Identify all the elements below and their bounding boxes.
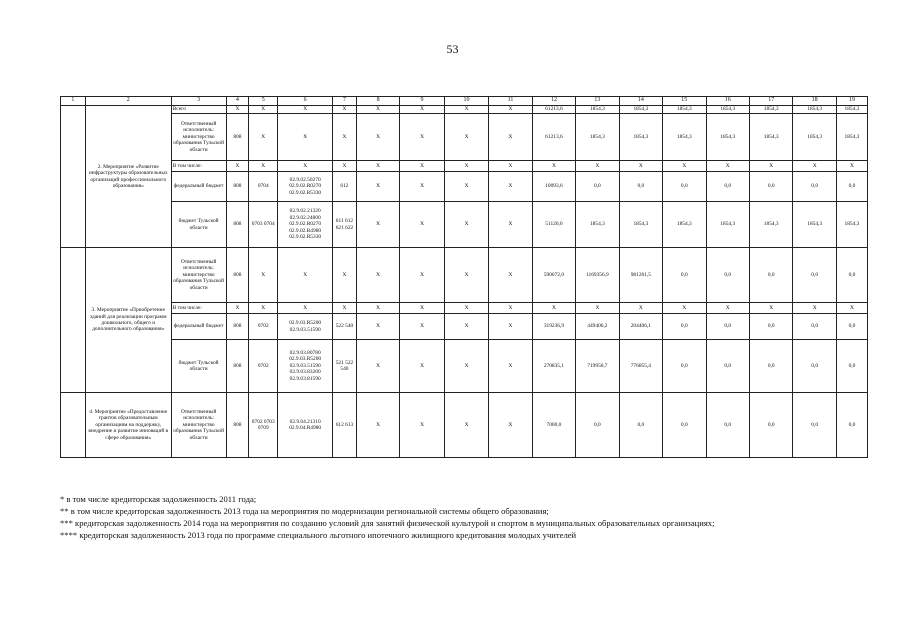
cell-col-8: X bbox=[356, 340, 399, 393]
footnotes bbox=[60, 493, 900, 541]
cell-col-4: 808 bbox=[226, 172, 249, 202]
cell-col-11: X bbox=[489, 314, 532, 340]
cell-col-7: 522 540 bbox=[333, 314, 357, 340]
cell-col-6: 02.9.04.21310 02.9.04.R4980 bbox=[278, 393, 333, 458]
cell-col-11: X bbox=[489, 393, 532, 458]
cell-col-19: X bbox=[836, 303, 867, 314]
cell-col-4: X bbox=[226, 303, 249, 314]
header-cell: 15 bbox=[663, 97, 706, 106]
cell-col-13: 0,0 bbox=[576, 393, 619, 458]
cell-col-5: X bbox=[249, 106, 278, 114]
cell-col-16: 1854,3 bbox=[706, 114, 749, 161]
cell-col-17: 0,0 bbox=[749, 340, 792, 393]
page-number: 53 bbox=[446, 42, 459, 56]
cell-col-7: 612 613 bbox=[333, 393, 357, 458]
cell-col-16: X bbox=[706, 161, 749, 172]
cell-col-6: 02.9.02.50270 02.9.02.R0270 02.9.02.R5330 bbox=[278, 172, 333, 202]
cell-col-12: 61213,6 bbox=[532, 106, 575, 114]
cell-col-17: X bbox=[749, 303, 792, 314]
cell-col-13: 1854,3 bbox=[576, 114, 619, 161]
footnote: ** в том числе кредиторская задолженность 2013 года на мероприятия по модернизации региональной системы общего образования; bbox=[60, 506, 549, 516]
cell-col-12: 61213,6 bbox=[532, 114, 575, 161]
cell-col-17: 0,0 bbox=[749, 393, 792, 458]
header-cell: 13 bbox=[576, 97, 619, 106]
header-cell: 6 bbox=[278, 97, 333, 106]
cell-col-19: 1854,3 bbox=[836, 202, 867, 248]
table-row bbox=[61, 161, 868, 172]
cell-col-14: 1854,3 bbox=[619, 114, 662, 161]
measure-title: 2. Мероприятие «Развитие инфраструктуры образовательных организаций профессионального образования» bbox=[85, 106, 171, 248]
cell-col-6: X bbox=[278, 161, 333, 172]
header-cell: 18 bbox=[793, 97, 836, 106]
row-number-cell bbox=[61, 248, 86, 393]
cell-col-19: 0,0 bbox=[836, 248, 867, 303]
cell-col-18: X bbox=[793, 161, 836, 172]
cell-col-15: 1854,3 bbox=[663, 202, 706, 248]
cell-col-12: 319236,9 bbox=[532, 314, 575, 340]
cell-col-14: 1854,3 bbox=[619, 106, 662, 114]
cell-col-11: X bbox=[489, 114, 532, 161]
header-cell: 19 bbox=[836, 97, 867, 106]
header-cell: 1 bbox=[61, 97, 86, 106]
cell-col-19: 0,0 bbox=[836, 340, 867, 393]
header-cell: 16 bbox=[706, 97, 749, 106]
cell-col-10: X bbox=[444, 106, 488, 114]
table-row bbox=[61, 248, 868, 303]
table-row bbox=[61, 114, 868, 161]
table-row bbox=[61, 202, 868, 248]
cell-col-10: X bbox=[444, 340, 488, 393]
cell-col-7: X bbox=[333, 106, 357, 114]
cell-col-4: 808 bbox=[226, 202, 249, 248]
cell-col-10: X bbox=[444, 314, 488, 340]
cell-col-10: X bbox=[444, 202, 488, 248]
cell-col-3: Ответственный исполнитель: министерство образования Тульской области bbox=[171, 248, 226, 303]
table-row bbox=[61, 172, 868, 202]
footnote: * в том числе кредиторская задолженность 2011 года; bbox=[60, 494, 257, 504]
cell-col-12: 10093,6 bbox=[532, 172, 575, 202]
cell-col-14: X bbox=[619, 161, 662, 172]
header-cell: 5 bbox=[249, 97, 278, 106]
header-cell: 7 bbox=[333, 97, 357, 106]
cell-col-5: 0702 0703 0709 bbox=[249, 393, 278, 458]
cell-col-12: 590072,0 bbox=[532, 248, 575, 303]
cell-col-7: X bbox=[333, 114, 357, 161]
cell-col-16: 0,0 bbox=[706, 248, 749, 303]
cell-col-9: X bbox=[400, 248, 444, 303]
cell-col-13: 1169356,9 bbox=[576, 248, 619, 303]
cell-col-16: 1854,3 bbox=[706, 202, 749, 248]
header-cell: 14 bbox=[619, 97, 662, 106]
cell-col-17: 1854,3 bbox=[749, 114, 792, 161]
cell-col-10: X bbox=[444, 303, 488, 314]
cell-col-18: 0,0 bbox=[793, 248, 836, 303]
footnote: *** кредиторская задолженность 2014 года на мероприятия по созданию условий для занятий физической культурой и спортом в муниципальных образовательных организациях; bbox=[60, 518, 715, 528]
row-number-cell bbox=[61, 393, 86, 458]
cell-col-14: 1854,3 bbox=[619, 202, 662, 248]
cell-col-3: бюджет Тульской области bbox=[171, 202, 226, 248]
cell-col-6: X bbox=[278, 114, 333, 161]
cell-col-10: X bbox=[444, 161, 488, 172]
cell-col-13: 1854,3 bbox=[576, 106, 619, 114]
cell-col-17: X bbox=[749, 161, 792, 172]
cell-col-12: 7000,0 bbox=[532, 393, 575, 458]
cell-col-15: 1854,3 bbox=[663, 114, 706, 161]
header-cell: 11 bbox=[489, 97, 532, 106]
cell-col-11: X bbox=[489, 303, 532, 314]
cell-col-3: В том числе: bbox=[171, 161, 226, 172]
cell-col-10: X bbox=[444, 393, 488, 458]
header-cell: 9 bbox=[400, 97, 444, 106]
cell-col-5: 0703 0704 bbox=[249, 202, 278, 248]
cell-col-14: 0,0 bbox=[619, 393, 662, 458]
cell-col-18: 0,0 bbox=[793, 340, 836, 393]
cell-col-15: 1854,3 bbox=[663, 106, 706, 114]
cell-col-19: 0,0 bbox=[836, 314, 867, 340]
cell-col-14: 776855,4 bbox=[619, 340, 662, 393]
cell-col-10: X bbox=[444, 172, 488, 202]
cell-col-11: X bbox=[489, 106, 532, 114]
measure-title: 4. Мероприятие «Предоставление грантов образовательным организациям на поддержку, внедрение и развитие инноваций в сфере образования» bbox=[85, 393, 171, 458]
cell-col-19: 1854,3 bbox=[836, 114, 867, 161]
cell-col-8: X bbox=[356, 393, 399, 458]
cell-col-9: X bbox=[400, 114, 444, 161]
cell-col-8: X bbox=[356, 248, 399, 303]
footnote: **** кредиторская задолженность 2013 года по программе специального льготного ипотечного жилищного кредитования молодых учителей bbox=[60, 530, 577, 540]
cell-col-15: X bbox=[663, 303, 706, 314]
cell-col-10: X bbox=[444, 248, 488, 303]
cell-col-9: X bbox=[400, 340, 444, 393]
cell-col-8: X bbox=[356, 114, 399, 161]
cell-col-8: X bbox=[356, 172, 399, 202]
cell-col-7: X bbox=[333, 303, 357, 314]
cell-col-8: X bbox=[356, 314, 399, 340]
cell-col-4: 808 bbox=[226, 393, 249, 458]
cell-col-18: 0,0 bbox=[793, 172, 836, 202]
table-row bbox=[61, 393, 868, 458]
cell-col-3: В том числе: bbox=[171, 303, 226, 314]
cell-col-13: 0,0 bbox=[576, 172, 619, 202]
cell-col-13: X bbox=[576, 161, 619, 172]
cell-col-17: 1854,3 bbox=[749, 202, 792, 248]
cell-col-12: 51120,0 bbox=[532, 202, 575, 248]
cell-col-6: X bbox=[278, 106, 333, 114]
cell-col-7: 611 612 621 622 bbox=[333, 202, 357, 248]
cell-col-14: X bbox=[619, 303, 662, 314]
cell-col-3: Всего bbox=[171, 106, 226, 114]
cell-col-14: 204406,1 bbox=[619, 314, 662, 340]
cell-col-8: X bbox=[356, 161, 399, 172]
cell-col-4: 808 bbox=[226, 114, 249, 161]
cell-col-12: 270835,1 bbox=[532, 340, 575, 393]
header-cell: 17 bbox=[749, 97, 792, 106]
cell-col-17: 0,0 bbox=[749, 248, 792, 303]
cell-col-16: 0,0 bbox=[706, 340, 749, 393]
cell-col-10: X bbox=[444, 114, 488, 161]
cell-col-18: 0,0 bbox=[793, 393, 836, 458]
cell-col-11: X bbox=[489, 172, 532, 202]
cell-col-9: X bbox=[400, 202, 444, 248]
cell-col-9: X bbox=[400, 172, 444, 202]
header-cell: 12 bbox=[532, 97, 575, 106]
cell-col-16: 0,0 bbox=[706, 314, 749, 340]
cell-col-15: 0,0 bbox=[663, 314, 706, 340]
cell-col-18: 1854,3 bbox=[793, 106, 836, 114]
cell-col-3: Ответственный исполнитель: министерство образования Тульской области bbox=[171, 393, 226, 458]
cell-col-6: X bbox=[278, 303, 333, 314]
cell-col-7: X bbox=[333, 248, 357, 303]
cell-col-7: X bbox=[333, 161, 357, 172]
cell-col-12: X bbox=[532, 303, 575, 314]
cell-col-15: 0,0 bbox=[663, 393, 706, 458]
cell-col-18: 1854,3 bbox=[793, 202, 836, 248]
cell-col-12: X bbox=[532, 161, 575, 172]
cell-col-18: 1854,3 bbox=[793, 114, 836, 161]
cell-col-19: 1854,3 bbox=[836, 106, 867, 114]
cell-col-5: X bbox=[249, 248, 278, 303]
cell-col-6: 02.9.02.21320 02.9.02.24800 02.9.02.R0270 02.9.02.R4980 02.9.02.R5330 bbox=[278, 202, 333, 248]
cell-col-16: 0,0 bbox=[706, 172, 749, 202]
cell-col-19: X bbox=[836, 161, 867, 172]
row-number-cell bbox=[61, 106, 86, 248]
cell-col-5: X bbox=[249, 161, 278, 172]
cell-col-14: 0,0 bbox=[619, 172, 662, 202]
cell-col-3: бюджет Тульской области bbox=[171, 340, 226, 393]
cell-col-4: X bbox=[226, 161, 249, 172]
cell-col-9: X bbox=[400, 393, 444, 458]
cell-col-17: 1854,3 bbox=[749, 106, 792, 114]
cell-col-9: X bbox=[400, 303, 444, 314]
cell-col-6: 02.9.03.R5200 02.9.03.51590 bbox=[278, 314, 333, 340]
table-row bbox=[61, 340, 868, 393]
cell-col-18: 0,0 bbox=[793, 314, 836, 340]
cell-col-19: 0,0 bbox=[836, 172, 867, 202]
cell-col-13: 1854,3 bbox=[576, 202, 619, 248]
table-row bbox=[61, 314, 868, 340]
cell-col-11: X bbox=[489, 340, 532, 393]
cell-col-17: 0,0 bbox=[749, 172, 792, 202]
header-cell: 2 bbox=[85, 97, 171, 106]
cell-col-16: 1854,3 bbox=[706, 106, 749, 114]
cell-col-5: X bbox=[249, 114, 278, 161]
cell-col-5: 0702 bbox=[249, 340, 278, 393]
cell-col-4: 808 bbox=[226, 314, 249, 340]
cell-col-13: X bbox=[576, 303, 619, 314]
header-cell: 8 bbox=[356, 97, 399, 106]
cell-col-9: X bbox=[400, 161, 444, 172]
header-row bbox=[61, 97, 868, 106]
cell-col-4: 808 bbox=[226, 340, 249, 393]
cell-col-4: X bbox=[226, 106, 249, 114]
cell-col-19: 0,0 bbox=[836, 393, 867, 458]
table-row bbox=[61, 106, 868, 114]
table-row bbox=[61, 303, 868, 314]
cell-col-3: федеральный бюджет bbox=[171, 314, 226, 340]
cell-col-15: 0,0 bbox=[663, 340, 706, 393]
cell-col-13: 719950,7 bbox=[576, 340, 619, 393]
cell-col-5: X bbox=[249, 303, 278, 314]
budget-table bbox=[60, 96, 868, 458]
cell-col-14: 981261,5 bbox=[619, 248, 662, 303]
cell-col-11: X bbox=[489, 202, 532, 248]
cell-col-15: X bbox=[663, 161, 706, 172]
cell-col-9: X bbox=[400, 106, 444, 114]
cell-col-11: X bbox=[489, 248, 532, 303]
header-cell: 3 bbox=[171, 97, 226, 106]
cell-col-8: X bbox=[356, 106, 399, 114]
cell-col-9: X bbox=[400, 314, 444, 340]
cell-col-6: X bbox=[278, 248, 333, 303]
cell-col-8: X bbox=[356, 202, 399, 248]
cell-col-7: 521 522 540 bbox=[333, 340, 357, 393]
cell-col-3: Ответственный исполнитель: министерство образования Тульской области bbox=[171, 114, 226, 161]
cell-col-16: 0,0 bbox=[706, 393, 749, 458]
header-cell: 4 bbox=[226, 97, 249, 106]
cell-col-15: 0,0 bbox=[663, 172, 706, 202]
cell-col-18: X bbox=[793, 303, 836, 314]
cell-col-11: X bbox=[489, 161, 532, 172]
header-cell: 10 bbox=[444, 97, 488, 106]
cell-col-13: 449406,2 bbox=[576, 314, 619, 340]
cell-col-15: 0,0 bbox=[663, 248, 706, 303]
measure-title: 3. Мероприятие «Приобретение зданий для реализации программ дошкольного, общего и дополнительного образования» bbox=[85, 248, 171, 393]
cell-col-16: X bbox=[706, 303, 749, 314]
cell-col-5: 0704 bbox=[249, 172, 278, 202]
cell-col-7: 612 bbox=[333, 172, 357, 202]
cell-col-17: 0,0 bbox=[749, 314, 792, 340]
cell-col-8: X bbox=[356, 303, 399, 314]
cell-col-3: федеральный бюджет bbox=[171, 172, 226, 202]
cell-col-6: 02.9.03.80780 02.9.03.R5200 02.9.03.51590 02.9.03.83200 02.9.03.81590 bbox=[278, 340, 333, 393]
cell-col-4: 808 bbox=[226, 248, 249, 303]
cell-col-5: 0702 bbox=[249, 314, 278, 340]
